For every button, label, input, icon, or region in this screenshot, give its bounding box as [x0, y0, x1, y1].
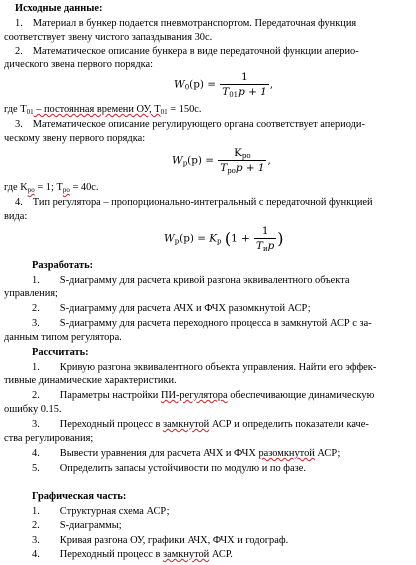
calc-item-5: 5. Определить запасы устойчивости по модулю и по фазе.: [32, 463, 306, 474]
calc-item-2-line-1: 2. Параметры настройки ПИ-регулятора обеспечивающие динамическую: [32, 390, 375, 401]
item-4-line-2: вида:: [4, 211, 28, 222]
calc-item-3-line-1: 3. Переходный процесс в замкнутой АСР и определить показатели каче-: [32, 419, 369, 430]
calc-item-2-line-2: ошибку 0.15.: [4, 404, 62, 415]
develop-item-1-line-2: управления;: [4, 288, 58, 299]
graphic-item-4: 4. Переходный процесс в замкнутой АСР.: [32, 549, 233, 560]
heading-graphic-part: Графическая часть:: [32, 491, 127, 502]
graphic-item-1: 1. Структурная схема АСР;: [32, 506, 170, 517]
item-1-line-1: 1. Материал в бункер подается пневмотранспортом. Передаточная функция: [15, 18, 357, 29]
item-3-note: где $K_{ро} = 1$; $T_{ро} = 40с$.: [4, 182, 99, 194]
graphic-item-3: 3. Кривая разгона ОУ, графики АЧХ, ФЧХ и годограф.: [32, 535, 289, 546]
item-2-line-1: 2. Математическое описание бункера в виде передаточной функции аперио-: [15, 46, 359, 57]
develop-item-1-line-1: 1. S-диаграмму для расчета кривой разгона эквивалентного объекта: [32, 275, 350, 286]
develop-item-3-line-1: 3. S-диаграмму для расчета переходного процесса в замкнутой АСР с за-: [32, 318, 372, 329]
item-3-line-2: ческому звену первого порядка:: [4, 133, 146, 144]
formula-actuator-transfer-function: $W_р(p)$ = $\frac{K_{ро}}{T_{ро}p + 1}$ ,: [172, 147, 271, 175]
item-2-note: где $T_{01}$ – постоянная времени ОУ, $T_{01} = 150с$.: [4, 104, 202, 116]
formula-pi-controller: $W_р(p) = K_р$ (1 + $\frac{1}{T_иp}$ ): [164, 225, 284, 253]
heading-calculate: Рассчитать:: [32, 347, 89, 358]
heading-input-data: Исходные данные:: [15, 3, 103, 14]
formula-object-transfer-function: $W_0(p)$ = $\frac{1}{T_{01}p + 1}$ ,: [174, 71, 273, 99]
fraction: $\frac{K_{ро}}{T_{ро}p + 1}$: [220, 147, 265, 175]
develop-item-2: 2. S-диаграмму для расчета АЧХ и ФЧХ разомкнутой АСР;: [32, 303, 311, 314]
calc-item-3-line-2: ства регулирования;: [4, 433, 94, 444]
fraction: $\frac{1}{T_иp}$: [256, 225, 275, 253]
graphic-item-2: 2. S-диаграммы;: [32, 520, 122, 531]
calc-item-1-line-2: тивные динамические характеристики.: [4, 375, 177, 386]
calc-item-4: 4. Вывести уравнения для расчета АЧХ и ФЧХ разомкнутой АСР;: [32, 448, 341, 459]
item-2-line-2: дического звена первого порядка:: [4, 59, 153, 70]
develop-item-3-line-2: данным типом регулятора.: [4, 332, 122, 343]
item-4-line-1: 4. Тип регулятора – пропорционально-интегральный с передаточной функцией: [15, 197, 373, 208]
calc-item-1-line-1: 1. Кривую разгона эквивалентного объекта управления. Найти его эффек-: [32, 362, 377, 373]
item-3-line-1: 3. Математическое описание регулирующего органа соответствует апериоди-: [15, 119, 365, 130]
heading-develop: Разработать:: [32, 260, 94, 271]
fraction: $\frac{1}{T_{01}p + 1}$: [222, 71, 267, 99]
item-1-line-2: соответствует звену чистого запаздывания 30с.: [4, 32, 213, 43]
